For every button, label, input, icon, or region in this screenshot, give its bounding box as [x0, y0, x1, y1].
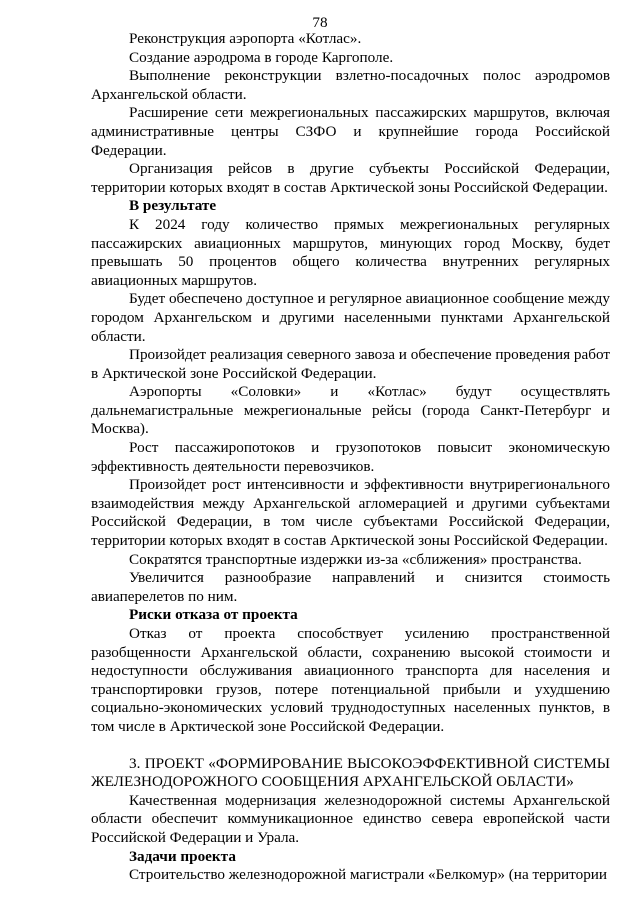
paragraph: Аэропорты «Соловки» и «Котлас» будут осуществлять дальнемагистральные межрегиональные рейсы (города Санкт-Петербург и Москва).	[91, 383, 610, 438]
paragraph: Рост пассажиропотоков и грузопотоков повысит экономическую эффективность деятельности перевозчиков.	[91, 439, 610, 475]
page-body	[91, 30, 610, 885]
paragraph: Увеличится разнообразие направлений и снизится стоимость авиаперелетов по ним.	[91, 569, 610, 605]
subheading-risks: Риски отказа от проекта	[129, 606, 298, 624]
paragraph: Выполнение реконструкции взлетно-посадочных полос аэродромов Архангельской области.	[91, 67, 610, 103]
paragraph: Отказ от проекта способствует усилению пространственной разобщенности Архангельской области, сохранению высокой стоимости и недоступности обслуживания авиационного транспорта для населения и транспортировки грузов, потере потенциальной прибыли и ухудшению социально-экономических условий труднодоступных населенных пунктов, в том числе в Арктической зоне Российской Федерации.	[91, 625, 610, 735]
paragraph: Расширение сети межрегиональных пассажирских маршрутов, включая административные центры СЗФО и крупнейшие города Российской Федерации.	[91, 104, 610, 159]
section-heading: 3. ПРОЕКТ «ФОРМИРОВАНИЕ ВЫСОКОЭФФЕКТИВНОЙ СИСТЕМЫ ЖЕЛЕЗНОДОРОЖНОГО СООБЩЕНИЯ АРХАНГЕЛЬСКОЙ ОБЛАСТИ»	[91, 754, 610, 791]
page-number: 78	[312, 14, 328, 31]
paragraph: Произойдет реализация северного завоза и обеспечение проведения работ в Арктической зоне Российской Федерации.	[91, 346, 610, 382]
paragraph: Сократятся транспортные издержки из-за «сближения» пространства.	[129, 550, 582, 568]
paragraph: Создание аэродрома в городе Каргополе.	[129, 48, 394, 66]
paragraph: Качественная модернизация железнодорожной системы Архангельской области обеспечит коммуникационное единство севера европейской части Российской Федерации и Урала.	[91, 791, 610, 846]
paragraph: Организация рейсов в другие субъекты Российской Федерации, территории которых входят в состав Арктической зоны Российской Федерации.	[91, 160, 610, 196]
paragraph: Строительство железнодорожной магистрали «Белкомур» (на территории	[129, 866, 608, 884]
paragraph: Реконструкция аэропорта «Котлас».	[129, 30, 362, 47]
paragraph: Будет обеспечено доступное и регулярное авиационное сообщение между городом Архангельском и другими населенными пунктами Архангельской области.	[91, 290, 610, 345]
paragraph: К 2024 году количество прямых межрегиональных регулярных пассажирских авиационных маршрутов, минующих город Москву, будет превышать 50 процентов общего количества внутренних регулярных авиационных маршрутов.	[91, 215, 610, 289]
subheading-results: В результате	[129, 197, 217, 215]
paragraph: Произойдет рост интенсивности и эффективности внутрирегионального взаимодействия между Архангельской агломерацией и другими субъектами Российской Федерации, в том числе субъектами Российской Федерации, территории которых входят в состав Арктической зоны Российской Федерации.	[91, 476, 610, 550]
subheading-tasks: Задачи проекта	[129, 847, 236, 865]
